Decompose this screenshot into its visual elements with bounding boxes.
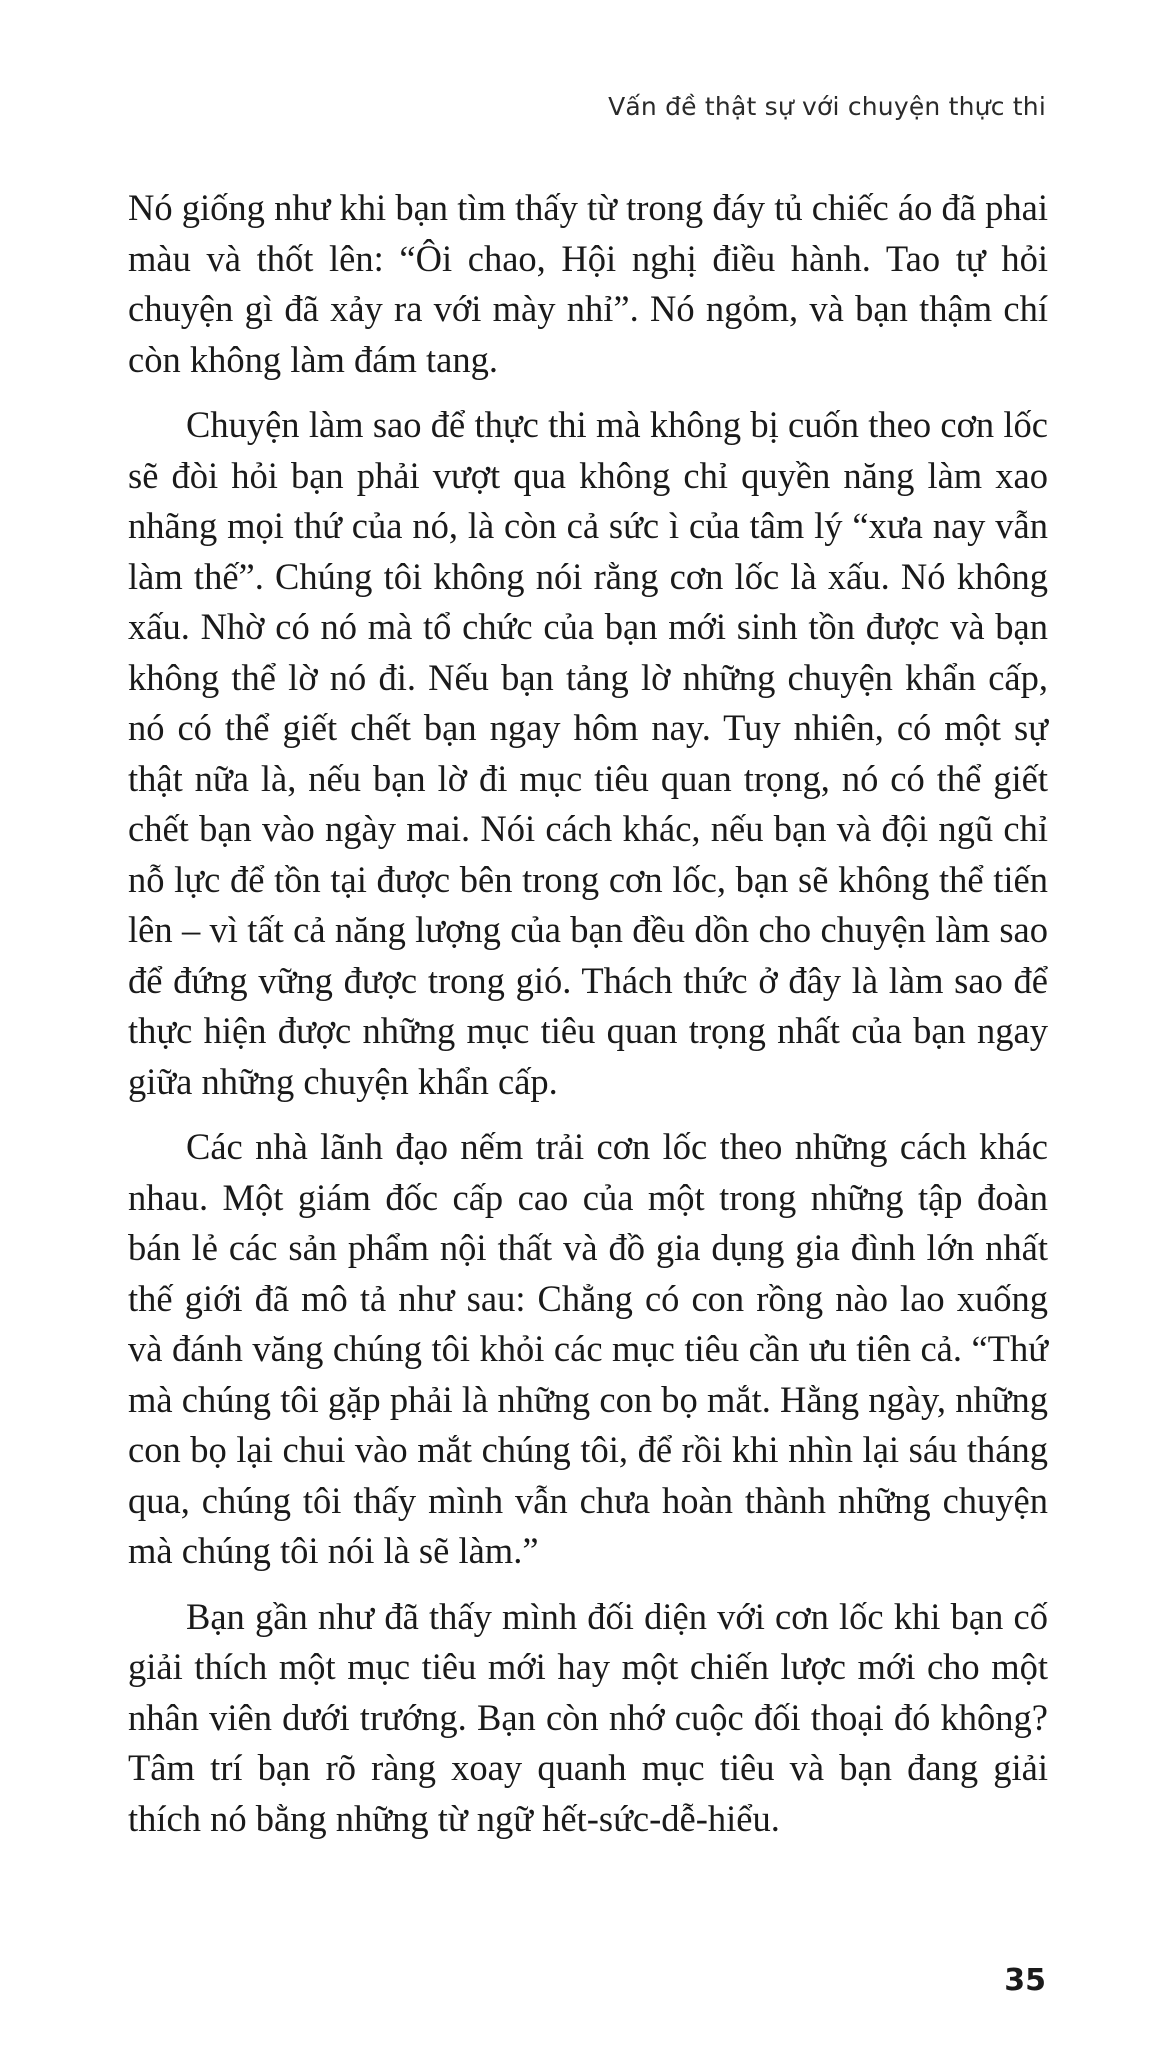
- body-text: [128, 183, 1048, 1859]
- page-number: 35: [1004, 1963, 1046, 1998]
- paragraph-4: Bạn gần như đã thấy mình đối diện với cơn lốc khi bạn cố giải thích một mục tiêu mới hay một chiến lược mới cho một nhân viên dưới trướng. Bạn còn nhớ cuộc đối thoại đó không? Tâm trí bạn rõ ràng xoay quanh mục tiêu và bạn đang giải thích nó bằng những từ ngữ hết-sức-dễ-hiểu.: [128, 1595, 1048, 1839]
- paragraph-3: Các nhà lãnh đạo nếm trải cơn lốc theo những cách khác nhau. Một giám đốc cấp cao của một trong những tập đoàn bán lẻ các sản phẩm nội thất và đồ gia dụng gia đình lớn nhất thế giới đã mô tả như sau: Chẳng có con rồng nào lao xuống và đánh văng chúng tôi khỏi các mục tiêu cần ưu tiên cả. “Thứ mà chúng tôi gặp phải là những con bọ mắt. Hằng ngày, những con bọ lại chui vào mắt chúng tôi, để rồi khi nhìn lại sáu tháng qua, chúng tôi thấy mình vẫn chưa hoàn thành những chuyện mà chúng tôi nói là sẽ làm.”: [128, 1126, 1048, 1571]
- paragraph-1: Nó giống như khi bạn tìm thấy từ trong đáy tủ chiếc áo đã phai màu và thốt lên: “Ôi chao, Hội nghị điều hành. Tao tự hỏi chuyện gì đã xảy ra với mày nhỉ”. Nó ngỏm, và bạn thậm chí còn không làm đám tang.: [128, 187, 1048, 380]
- paragraph-2: Chuyện làm sao để thực thi mà không bị cuốn theo cơn lốc sẽ đòi hỏi bạn phải vượt qua không chỉ quyền năng làm xao nhãng mọi thứ của nó, là còn cả sức ì của tâm lý “xưa nay vẫn làm thế”. Chúng tôi không nói rằng cơn lốc là xấu. Nó không xấu. Nhờ có nó mà tổ chức của bạn mới sinh tồn được và bạn không thể lờ nó đi. Nếu bạn tảng lờ những chuyện khẩn cấp, nó có thể giết chết bạn ngay hôm nay. Tuy nhiên, có một sự thật nữa là, nếu bạn lờ đi mục tiêu quan trọng, nó có thể giết chết bạn vào ngày mai. Nói cách khác, nếu bạn và đội ngũ chỉ nỗ lực để tồn tại được bên trong cơn lốc, bạn sẽ không thể tiến lên – vì tất cả năng lượng của bạn đều dồn cho chuyện làm sao để đứng vững được trong gió. Thách thức ở đây là làm sao để thực hiện được những mục tiêu quan trọng nhất của bạn ngay giữa những chuyện khẩn cấp.: [128, 404, 1048, 1102]
- running-header-title: Vấn đề thật sự với chuyện thực thi: [608, 92, 1046, 121]
